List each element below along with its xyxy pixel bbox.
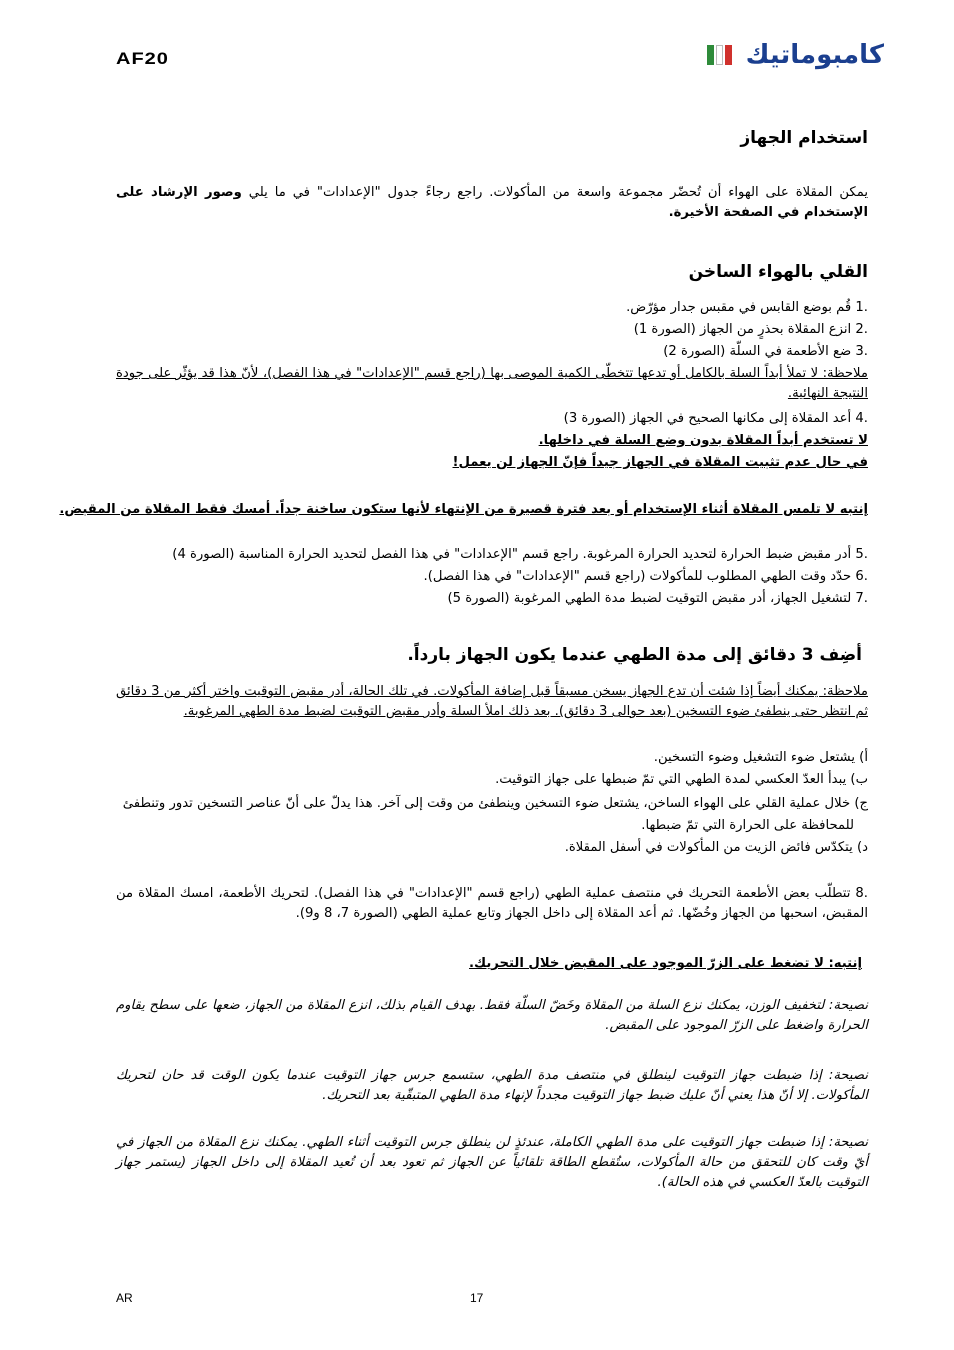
note-basket-capacity: ملاحظة: لا تملأ أبداً السلة بالكامل أو تدعها تتخطّى الكمية الموصى بها (راجع قسم "الإعدادات" في هذا الفصل)، لأنّ هذا قد يؤثّر على جودة النتيجة النهائية. xyxy=(116,366,868,401)
step-5: .5 أدر مقبض ضبط الحرارة لتحديد الحرارة المرغوبة. راجع قسم "الإعدادات" في هذا الفصل لتحديد الحرارة المناسبة (الصورة 4) xyxy=(172,547,868,562)
caution-button: إنتبه: لا تضغط على الزرّ الموجود على المقبض خلال التحريك. xyxy=(469,956,862,971)
tip-2: نصيحة: إذا ضبطت جهاز التوقيت لينطلق في منتصف مدة الطهي، ستسمع جرس جهاز التوقيت عندما يكون الوقت قد حان لتحريك المأكولات. إلا أنّ هذا يعني أنّ عليك ضبط جهاز التوقيت مجدداً لإنهاء مدة الطهي المتبقّية بعد التحريك. xyxy=(116,1068,868,1103)
list-item-b: ب) يبدأ العدّ العكسي لمدة الطهي التي تمّ ضبطها على جهاز التوقيت. xyxy=(495,772,868,787)
hot-air-title: القلي بالهواء الساخن xyxy=(688,262,868,282)
list-item-a: أ) يشتعل ضوء التشغيل وضوء التسخين. xyxy=(653,750,868,765)
section-title: استخدام الجهاز xyxy=(740,128,868,148)
brand-logo xyxy=(707,40,884,70)
intro-bold: وصور الإرشاد على الإستخدام في الصفحة الأخيرة. xyxy=(116,185,868,220)
note-preheat: ملاحظة: يمكنك أيضاً إذا شئت أن تدع الجهاز يسخن مسبقاً قبل إضافة المأكولات. في تلك الحالة، أدر مقبض التوقيت واختر أكثر من 3 دقائق ثم انتظر حتى ينطفئ ضوء التسخين (بعد حوالى 3 دقائق). بعد ذلك املأ السلة وأدر مقبض التوقيت لضبط مدة الطهي المرغوبة. xyxy=(116,684,868,719)
tip-1: نصيحة: لتخفيف الوزن، يمكنك نزع السلة من المقلاة وخَضّ السلّة فقط. بهدف القيام بذلك، انزع المقلاة من الجهاز، ضعها على سطح يقاوم الحرارة واضغط على الزرّ الموجود على المقبض. xyxy=(116,998,868,1033)
intro-paragraph xyxy=(116,183,868,223)
footer-language: AR xyxy=(116,1291,133,1305)
list-item-d: د) يتكدّس فائض الزيت من المأكولات في أسفل المقلاة. xyxy=(564,840,868,855)
step-4: .4 أعد المقلاة إلى مكانها الصحيح في الجهاز (الصورة 3) xyxy=(563,411,868,426)
brand-name: كامبوماتيك xyxy=(745,40,884,70)
list-item-c: ج) خلال عملية القلي على الهواء الساخن، يشتعل ضوء التسخين وينطفئ من وقت إلى آخر. هذا يدلّ على أنّ عناصر التسخين تدور وتنطفئ xyxy=(122,796,868,811)
step-3: .3 ضع الأطعمة في السلّة (الصورة 2) xyxy=(663,344,868,359)
cold-device-title: أضِف 3 دقائق إلى مدة الطهي عندما يكون الجهاز بارداً. xyxy=(407,645,862,665)
warning-basket: لا تستخدم أبداً المقلاة بدون وضع السلة في داخلها. xyxy=(538,433,868,448)
step-8: .8 تتطلّب بعض الأطعمة التحريك في منتصف عملية الطهي (راجع قسم "الإعدادات" في هذا الفصل). لتحريك الأطعمة، امسك المقلاة من المقبض، اسحبها من الجهاز وخُضّها. ثم أعد المقلاة إلى داخل الجهاز وتابع عملية الطهي (الصورة 7، 8 و9). xyxy=(116,886,868,921)
step-6: .6 حدّد وقت الطهي المطلوب للمأكولات (راجع قسم "الإعدادات" في هذا الفصل). xyxy=(423,569,868,584)
warning-pan-fitting: في حال عدم تثبيت المقلاة في الجهاز جيداً فإنّ الجهاز لن يعمل! xyxy=(452,455,868,470)
model-code: AF20 xyxy=(116,49,169,69)
list-item-c-cont: للمحافظة على الحرارة التي تمّ ضبطها. xyxy=(641,818,854,833)
page-number: 17 xyxy=(470,1291,484,1305)
caution-hot: إنتبه لا تلمس المقلاة أثناء الإستخدام أو بعد فترة قصيرة من الإنتهاء لأنها ستكون ساخنة جداً. أمسك فقط المقلاة من المقبض. xyxy=(59,502,868,517)
tip-3: نصيحة: إذا ضبطت جهاز التوقيت على مدة الطهي الكاملة، عندئذٍ لن ينطلق جرس التوقيت أثناء الطهي. يمكنك نزع المقلاة من الجهاز في أيّ وقت كان للتحقق من حالة المأكولات، ستُقطع الطاقة تلقائياً عن الجهاز ثم تعود بعد أن تُعيد المقلاة إلى داخل الجهاز (يستمر جهاز التوقيت بالعدّ العكسي في هذه الحالة). xyxy=(116,1135,868,1190)
step-2: .2 انزع المقلاة بحذرٍ من الجهاز (الصورة 1) xyxy=(633,322,868,337)
step-7: .7 لتشغيل الجهاز، أدر مقبض التوقيت لضبط مدة الطهي المرغوبة (الصورة 5) xyxy=(447,591,868,606)
step-1: .1 قُم بوضع القابس في مقبس جدار مؤرّض. xyxy=(626,300,868,315)
intro-text: يمكن المقلاة على الهواء أن تُحضّر مجموعة واسعة من المأكولات. راجع رجاءً جدول "الإعدادات" في ما يلي xyxy=(241,185,869,200)
italy-flag-icon xyxy=(707,45,732,65)
